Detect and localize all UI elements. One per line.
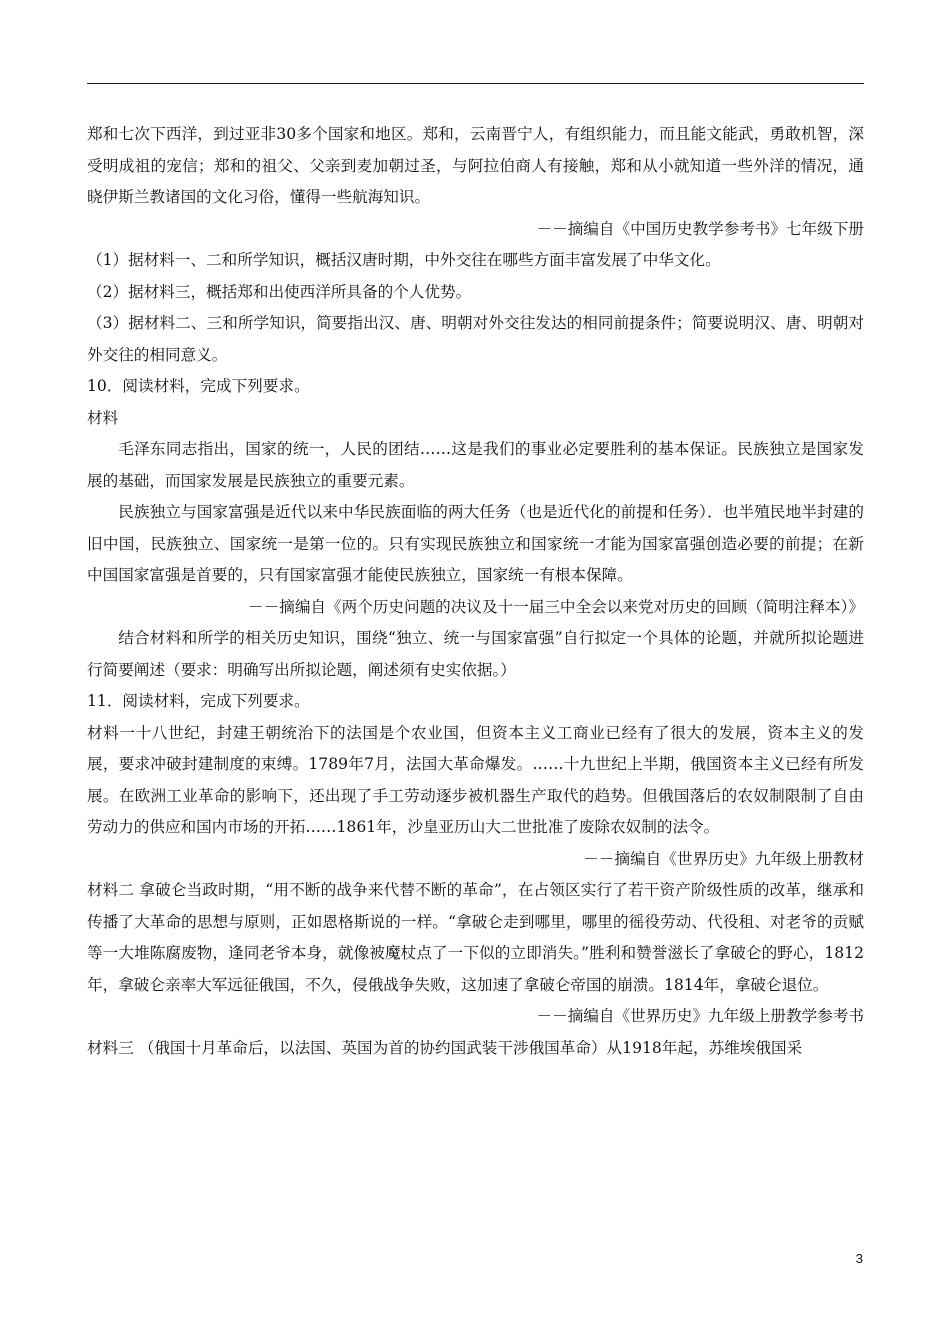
material-one-text: 材料一十八世纪，封建王朝统治下的法国是个农业国，但资本主义工商业已经有了很大的发展，资本主义的发展，要求冲破封建制度的束缚。1789年7月，法国大革命爆发。……十九世纪上半期，俄国资本主义已经有所发展。在欧洲工业革命的影响下，还出现了手工劳动逐步被机器生产取代的趋势。但俄国落后的农奴制限制了自由劳动力的供应和国内市场的开拓……1861年，沙皇亚历山大二世批准了废除农奴制的法令。 bbox=[87, 723, 864, 836]
material-three-text: 材料三 （俄国十月革命后，以法国、英国为首的协约国武装干涉俄国革命）从1918年起，苏维埃俄国采 bbox=[87, 1038, 803, 1057]
source-citation: －－摘编自《世界历史》九年级上册教学参考书 bbox=[536, 1007, 864, 1025]
material-three-text: 郑和七次下西洋，到过亚非30多个国家和地区。郑和，云南晋宁人，有组织能力，而且能文能武，勇敢机智，深受明成祖的宠信；郑和的祖父、父亲到麦加朝过圣，与阿拉伯商人有接触，郑和从小就知道一些外洋的情况，通晓伊斯兰教诸国的文化习俗，懂得一些航海知识。 bbox=[87, 125, 864, 206]
document-body bbox=[87, 119, 864, 1064]
source-citation: －－摘编自《世界历史》九年级上册教材 bbox=[583, 849, 864, 868]
source-citation: －－摘编自《两个历史问题的决议及十一届三中全会以来党对历史的回顾（简明注释本）》 bbox=[248, 597, 864, 616]
question-10-title: 10．阅读材料，完成下列要求。 bbox=[87, 377, 310, 395]
question-2: （2）据材料三，概括郑和出使西洋所具备的个人优势。 bbox=[87, 282, 472, 301]
material-label: 材料 bbox=[87, 408, 119, 427]
material-paragraph: 民族独立与国家富强是近代以来中华民族面临的两大任务（也是近代化的前提和任务）．也半殖民地半封建的旧中国，民族独立、国家统一是第一位的。只有实现民族独立和国家统一才能为国家富强创造必要的前提；在新中国国家富强是首要的，只有国家富强才能使民族独立，国家统一有根本保障。 bbox=[87, 503, 864, 584]
page-number: 3 bbox=[855, 1251, 863, 1266]
question-3: （3）据材料二、三和所学知识，简要指出汉、唐、明朝对外交往发达的相同前提条件；简要说明汉、唐、明朝对外交往的相同意义。 bbox=[87, 314, 864, 364]
source-citation: －－摘编自《中国历史教学参考书》七年级下册 bbox=[536, 219, 864, 238]
header-rule bbox=[87, 83, 864, 84]
material-paragraph: 毛泽东同志指出，国家的统一，人民的团结……这是我们的事业必定要胜利的基本保证。民族独立是国家发展的基础，而国家发展是民族独立的重要元素。 bbox=[87, 440, 864, 490]
question-11-title: 11．阅读材料，完成下列要求。 bbox=[87, 692, 310, 710]
question-1: （1）据材料一、二和所学知识，概括汉唐时期，中外交往在哪些方面丰富发展了中华文化。 bbox=[87, 251, 721, 269]
material-two-text: 材料二 拿破仑当政时期，“用不断的战争来代替不断的革命”，在占领区实行了若干资产阶级性质的改革，继承和传播了大革命的思想与原则，正如恩格斯说的一样。“拿破仑走到哪里，哪里的徭役劳动、代役租、对老爷的贡赋等一大堆陈腐废物，逢同老爷本身，就像被魔杖点了一下似的立即消失。”胜利和赞誉滋长了拿破仑的野心，1812年，拿破仑亲率大军远征俄国，不久，侵俄战争失败，这加速了拿破仑帝国的崩溃。1814年，拿破仑退位。 bbox=[87, 881, 864, 994]
question-10-prompt: 结合材料和所学的相关历史知识，围绕“独立、统一与国家富强”自行拟定一个具体的论题，并就所拟论题进行简要阐述（要求：明确写出所拟论题，阐述须有史实依据。） bbox=[87, 629, 864, 679]
